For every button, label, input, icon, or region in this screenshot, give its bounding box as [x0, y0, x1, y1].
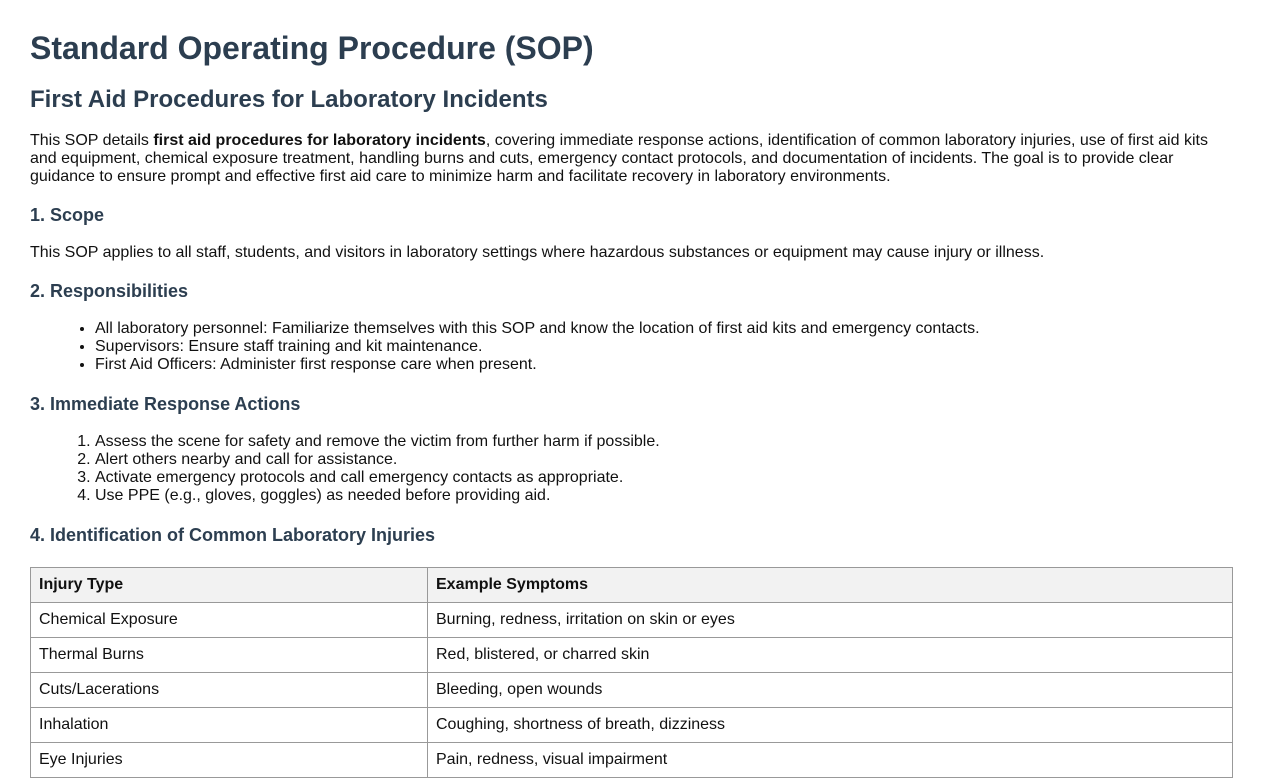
immediate-response-list	[30, 433, 1233, 505]
list-item: • First Aid Officers: Administer first response care when present.	[95, 356, 1233, 374]
section-heading-immediate-response: 3. Immediate Response Actions	[30, 394, 301, 414]
list-item: 3. Activate emergency protocols and call emergency contacts as appropriate.	[95, 469, 1233, 487]
column-header-symptoms: Example Symptoms	[428, 568, 1233, 603]
page-title: Standard Operating Procedure (SOP)	[30, 30, 594, 66]
intro-bold: first aid procedures for laboratory incidents	[153, 132, 486, 149]
intro-paragraph	[30, 132, 1233, 186]
intro-rest: , covering immediate response actions, identification of common laboratory injuries, use of first aid kits and equipment, chemical exposure treatment, handling burns and cuts, emergency contact protocols, and documentation of incidents. The goal is to provide clear guidance to ensure prompt and effective first aid care to minimize harm and facilitate recovery in laboratory environments.	[30, 132, 1208, 185]
section-heading-responsibilities: 2. Responsibilities	[30, 281, 189, 301]
table-row	[31, 673, 1233, 708]
column-header-injury-type: Injury Type	[31, 568, 428, 603]
symptoms-cell: Pain, redness, visual impairment	[428, 743, 1233, 778]
table-header-row	[31, 568, 1233, 603]
section-heading-scope: 1. Scope	[30, 205, 105, 225]
injury-type-cell: Cuts/Lacerations	[31, 673, 428, 708]
injury-type-cell: Inhalation	[31, 708, 428, 743]
symptoms-cell: Red, blistered, or charred skin	[428, 638, 1233, 673]
symptoms-cell: Bleeding, open wounds	[428, 673, 1233, 708]
table-row	[31, 743, 1233, 778]
table-row	[31, 603, 1233, 638]
symptoms-cell: Coughing, shortness of breath, dizziness	[428, 708, 1233, 743]
table-row	[31, 638, 1233, 673]
responsibilities-list	[30, 320, 1233, 374]
list-item: 4. Use PPE (e.g., gloves, goggles) as needed before providing aid.	[95, 487, 1233, 505]
scope-text: This SOP applies to all staff, students, and visitors in laboratory settings where hazardous substances or equipment may cause injury or illness.	[30, 244, 1045, 261]
injury-type-cell: Thermal Burns	[31, 638, 428, 673]
page-subtitle: First Aid Procedures for Laboratory Incidents	[30, 86, 548, 113]
injury-type-cell: Eye Injuries	[31, 743, 428, 778]
list-item: 1. Assess the scene for safety and remove the victim from further harm if possible.	[95, 433, 1233, 451]
list-item: • All laboratory personnel: Familiarize themselves with this SOP and know the location of first aid kits and emergency contacts.	[95, 320, 1233, 338]
table-row	[31, 708, 1233, 743]
intro-lead: This SOP details	[30, 132, 154, 149]
injury-type-cell: Chemical Exposure	[31, 603, 428, 638]
section-heading-identification: 4. Identification of Common Laboratory Injuries	[30, 525, 436, 545]
symptoms-cell: Burning, redness, irritation on skin or eyes	[428, 603, 1233, 638]
list-item: 2. Alert others nearby and call for assistance.	[95, 451, 1233, 469]
injury-table	[30, 567, 1233, 778]
list-item: • Supervisors: Ensure staff training and kit maintenance.	[95, 338, 1233, 356]
